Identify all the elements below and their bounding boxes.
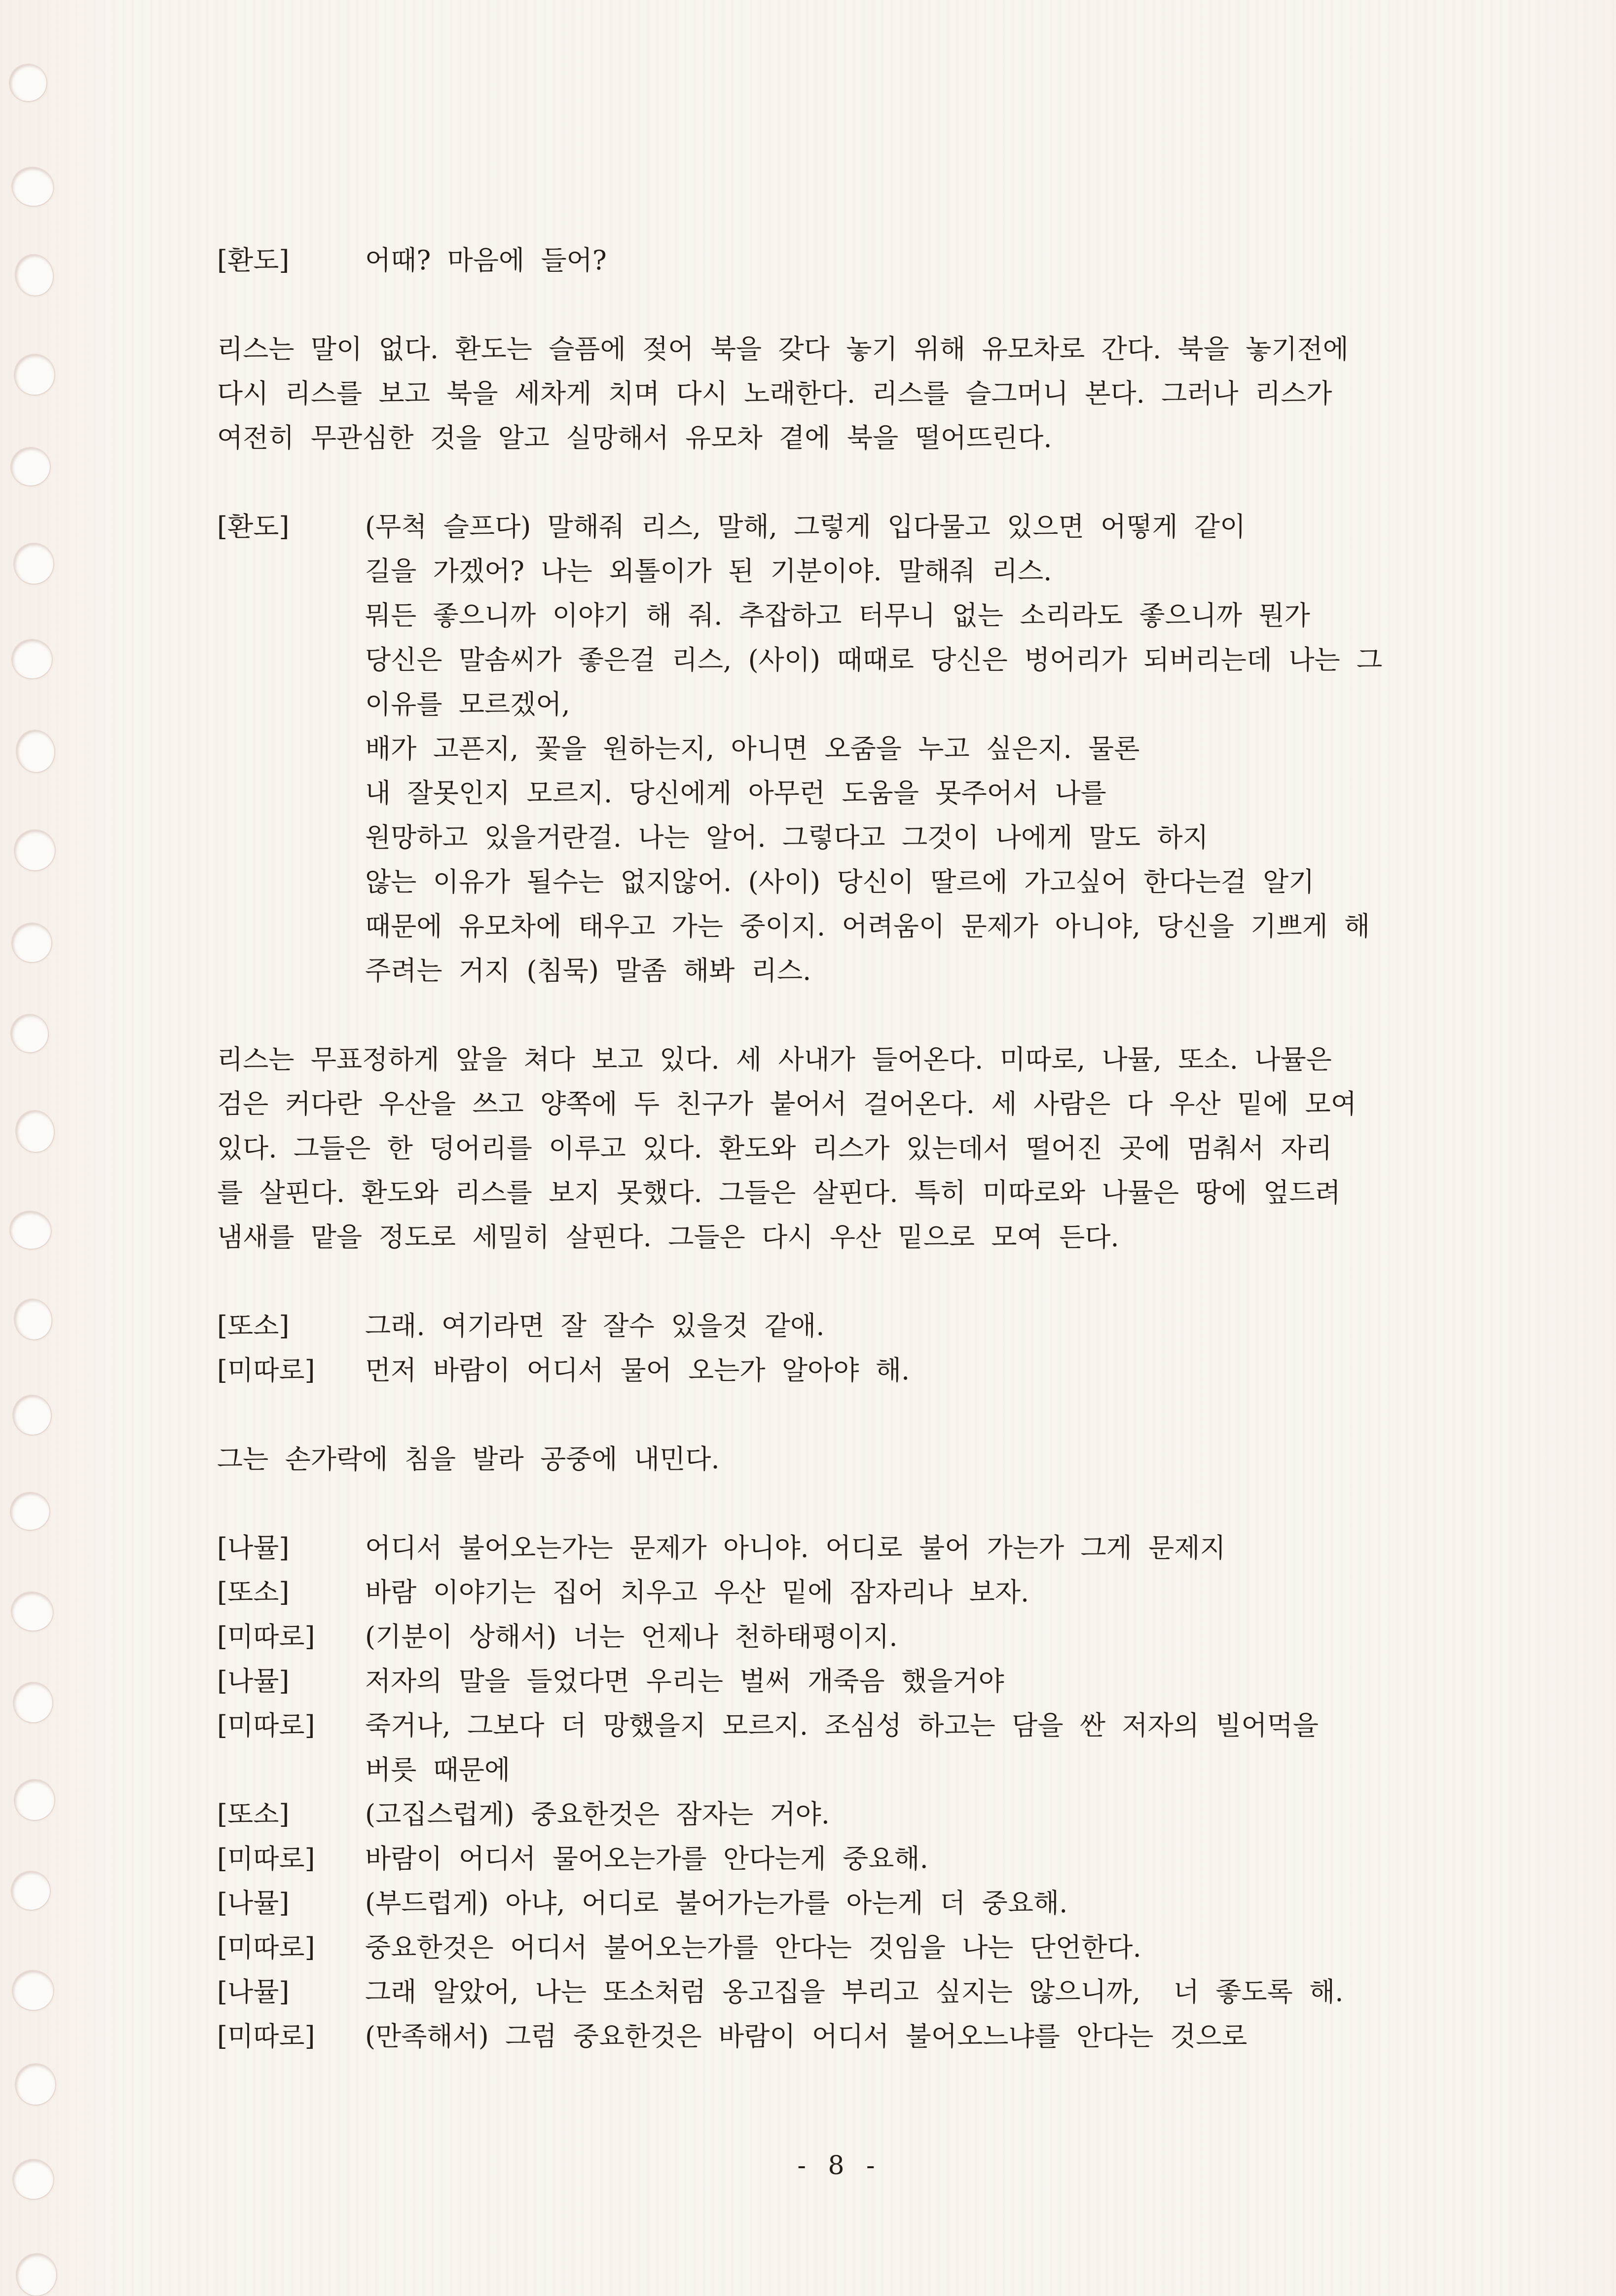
- binding-hole: [10, 1393, 54, 1438]
- binding-hole: [13, 1108, 57, 1154]
- stage-direction: [217, 1437, 1462, 1481]
- stage-line: 리스는 말이 없다. 환도는 슬픔에 젖어 북을 갖다 놓기 위해 유모차로 간다. 북을 놓기전에: [217, 333, 1349, 365]
- binding-hole: [13, 728, 57, 776]
- speaker-label: [또소]: [217, 1577, 290, 1608]
- dialogue: [217, 238, 1462, 283]
- speech-text: [365, 1792, 1462, 1837]
- speech-line: 그래. 여기라면 잘 잘수 있을것 같애.: [365, 1310, 825, 1341]
- dialogue: [217, 2014, 1462, 2059]
- speech-line: (만족해서) 그럼 중요한것은 바람이 어디서 불어오느냐를 안다는 것으로: [365, 2021, 1248, 2052]
- speaker-label: [환도]: [217, 245, 290, 276]
- binding-hole: [10, 1870, 52, 1912]
- speaker-label: [미따로]: [217, 1355, 315, 1386]
- binding-hole: [8, 1588, 57, 1634]
- dialogue: [217, 1970, 1462, 2014]
- speech-line: 어때? 마음에 들어?: [365, 245, 607, 276]
- speaker-label: [미따로]: [217, 2021, 315, 2052]
- dialogue: [217, 1881, 1462, 1926]
- binding-hole: [14, 354, 55, 395]
- dialogue: [217, 1615, 1462, 1659]
- stage-line: 리스는 무표정하게 앞을 쳐다 보고 있다. 세 사내가 들어온다. 미따로, 나뮬, 또소. 나뮬은: [217, 1044, 1332, 1075]
- speech-line: 죽거나, 그보다 더 망했을지 모르지. 조심성 하고는 담을 싼 저자의 빌어먹을: [365, 1710, 1319, 1741]
- stage-line: 그는 손가락에 침을 발라 공중에 내민다.: [217, 1444, 720, 1475]
- binding-hole: [8, 164, 57, 210]
- binding-hole: [11, 639, 53, 680]
- speech-line: 뭐든 좋으니까 이야기 해 줘. 추잡하고 터무니 없는 소리라도 좋으니까 뭔가: [365, 600, 1310, 631]
- speaker-label: [미따로]: [217, 1932, 315, 1963]
- binding-hole: [6, 61, 51, 106]
- speech-line: 이유를 모르겠어,: [365, 689, 570, 720]
- binding-hole: [12, 923, 51, 962]
- binding-hole: [10, 446, 51, 486]
- script-body: [217, 238, 1462, 2059]
- speech-line: (무척 슬프다) 말해줘 리스, 말해, 그렇게 입다물고 있으면 어떻게 같이: [365, 511, 1246, 542]
- speech-text: [365, 1526, 1462, 1570]
- binding-hole: [10, 1492, 50, 1530]
- speech-text: [365, 1703, 1462, 1792]
- speech-line: 길을 가겠어? 나는 외톨이가 된 기분이야. 말해줘 리스.: [365, 555, 1052, 587]
- stage-line: 다시 리스를 보고 북을 세차게 치며 다시 노래한다. 리스를 슬그머니 본다. 그러나 리스가: [217, 378, 1332, 409]
- speaker-label: [미따로]: [217, 1710, 315, 1741]
- speech-line: 어디서 불어오는가는 문제가 아니야. 어디로 불어 가는가 그게 문제지: [365, 1532, 1226, 1563]
- stage-line: 여전히 무관심한 것을 알고 실망해서 유모차 곁에 북을 떨어뜨린다.: [217, 422, 1052, 453]
- speaker-label: [나뮬]: [217, 1888, 290, 1919]
- speech-line: 당신은 말솜씨가 좋은걸 리스, (사이) 때때로 당신은 벙어리가 되버리는데 나는 그: [365, 644, 1383, 675]
- speaker-label: [또소]: [217, 1799, 290, 1830]
- speaker-label: [미따로]: [217, 1843, 315, 1874]
- binding-hole: [10, 1968, 56, 2012]
- speaker-label: [환도]: [217, 511, 290, 542]
- dialogue: [217, 1526, 1462, 1570]
- speech-text: [365, 1615, 1462, 1659]
- speech-text: [365, 1926, 1462, 1970]
- stage-direction: [217, 327, 1462, 460]
- binding-hole: [16, 2253, 57, 2296]
- speech-line: (부드럽게) 아냐, 어디로 불어가는가를 아는게 더 중요해.: [365, 1888, 1068, 1919]
- speaker-label: [나뮬]: [217, 1532, 290, 1563]
- speech-line: 바람이 어디서 물어오는가를 안다는게 중요해.: [365, 1843, 928, 1874]
- speech-line: 원망하고 있을거란걸. 나는 알어. 그렇다고 그것이 나에게 말도 하지: [365, 822, 1209, 853]
- stage-line: 냄새를 맡을 정도로 세밀히 살핀다. 그들은 다시 우산 밑으로 모여 든다.: [217, 1222, 1119, 1253]
- dialogue: [217, 1570, 1462, 1615]
- speech-text: [365, 1304, 1462, 1348]
- page-number: - 8 -: [797, 2151, 882, 2181]
- speech-line: 않는 이유가 될수는 없지않어. (사이) 당신이 딸르에 가고싶어 한다는걸 알기: [365, 866, 1315, 897]
- speech-line: (기분이 상해서) 너는 언제나 천하태평이지.: [365, 1621, 898, 1652]
- speech-line: 중요한것은 어디서 불어오는가를 안다는 것임을 나는 단언한다.: [365, 1932, 1141, 1963]
- dialogue: [217, 1348, 1462, 1393]
- speaker-label: [나뮬]: [217, 1976, 290, 2007]
- speech-text: [365, 1348, 1462, 1393]
- speech-text: [365, 505, 1462, 993]
- speaker-label: [미따로]: [217, 1621, 315, 1652]
- dialogue: [217, 1792, 1462, 1837]
- dialogue: [217, 1926, 1462, 1970]
- speech-text: [365, 1659, 1462, 1703]
- speech-line: 때문에 유모차에 태우고 가는 중이지. 어려움이 문제가 아니야, 당신을 기쁘게 해: [365, 911, 1370, 942]
- speech-text: [365, 1881, 1462, 1926]
- speech-line: 그래 알았어, 나는 또소처럼 옹고집을 부리고 싶지는 않으니까, 너 좋도록 해.: [365, 1976, 1344, 2007]
- binding-holes: [0, 0, 64, 2294]
- binding-hole: [7, 1011, 52, 1056]
- binding-hole: [15, 2063, 55, 2105]
- dialogue: [217, 1304, 1462, 1348]
- binding-hole: [7, 1208, 54, 1251]
- binding-hole: [13, 829, 56, 872]
- binding-hole: [10, 1295, 56, 1343]
- speaker-label: [또소]: [217, 1310, 290, 1341]
- dialogue: [217, 1837, 1462, 1881]
- speech-line: 바람 이야기는 집어 치우고 우산 밑에 잠자리나 보자.: [365, 1577, 1029, 1608]
- stage-line: 검은 커다란 우산을 쓰고 양쪽에 두 친구가 붙어서 걸어온다. 세 사람은 다 우산 밑에 모여: [217, 1088, 1357, 1119]
- binding-hole: [13, 1682, 53, 1723]
- speech-line: 버릇 때문에: [365, 1754, 511, 1785]
- stage-line: 를 살핀다. 환도와 리스를 보지 못했다. 그들은 살핀다. 특히 미따로와 나뮬은 땅에 엎드려: [217, 1177, 1341, 1208]
- binding-hole: [13, 1778, 56, 1821]
- speech-line: 주려는 거지 (침묵) 말좀 해봐 리스.: [365, 955, 811, 986]
- dialogue: [217, 1659, 1462, 1703]
- speech-line: 내 잘못인지 모르지. 당신에게 아무런 도움을 못주어서 나를: [365, 778, 1106, 809]
- stage-direction: [217, 1037, 1462, 1259]
- speech-text: [365, 1837, 1462, 1881]
- speech-line: 저자의 말을 들었다면 우리는 벌써 개죽음 했을거야: [365, 1666, 1004, 1697]
- speech-text: [365, 2014, 1462, 2059]
- speech-line: 배가 고픈지, 꽃을 원하는지, 아니면 오줌을 누고 싶은지. 물론: [365, 733, 1140, 764]
- binding-hole: [11, 252, 57, 299]
- speech-text: [365, 1970, 1462, 2014]
- speech-text: [365, 1570, 1462, 1615]
- dialogue: [217, 1703, 1462, 1792]
- speaker-label: [나뮬]: [217, 1666, 290, 1697]
- speech-text: [365, 238, 1462, 283]
- dialogue: [217, 505, 1462, 993]
- stage-line: 있다. 그들은 한 덩어리를 이루고 있다. 환도와 리스가 있는데서 떨어진 곳에 멈춰서 자리: [217, 1133, 1332, 1164]
- binding-hole: [14, 543, 53, 584]
- speech-line: (고집스럽게) 중요한것은 잠자는 거야.: [365, 1799, 830, 1830]
- speech-line: 먼저 바람이 어디서 물어 오는가 알아야 해.: [365, 1355, 910, 1386]
- binding-hole: [12, 2158, 55, 2201]
